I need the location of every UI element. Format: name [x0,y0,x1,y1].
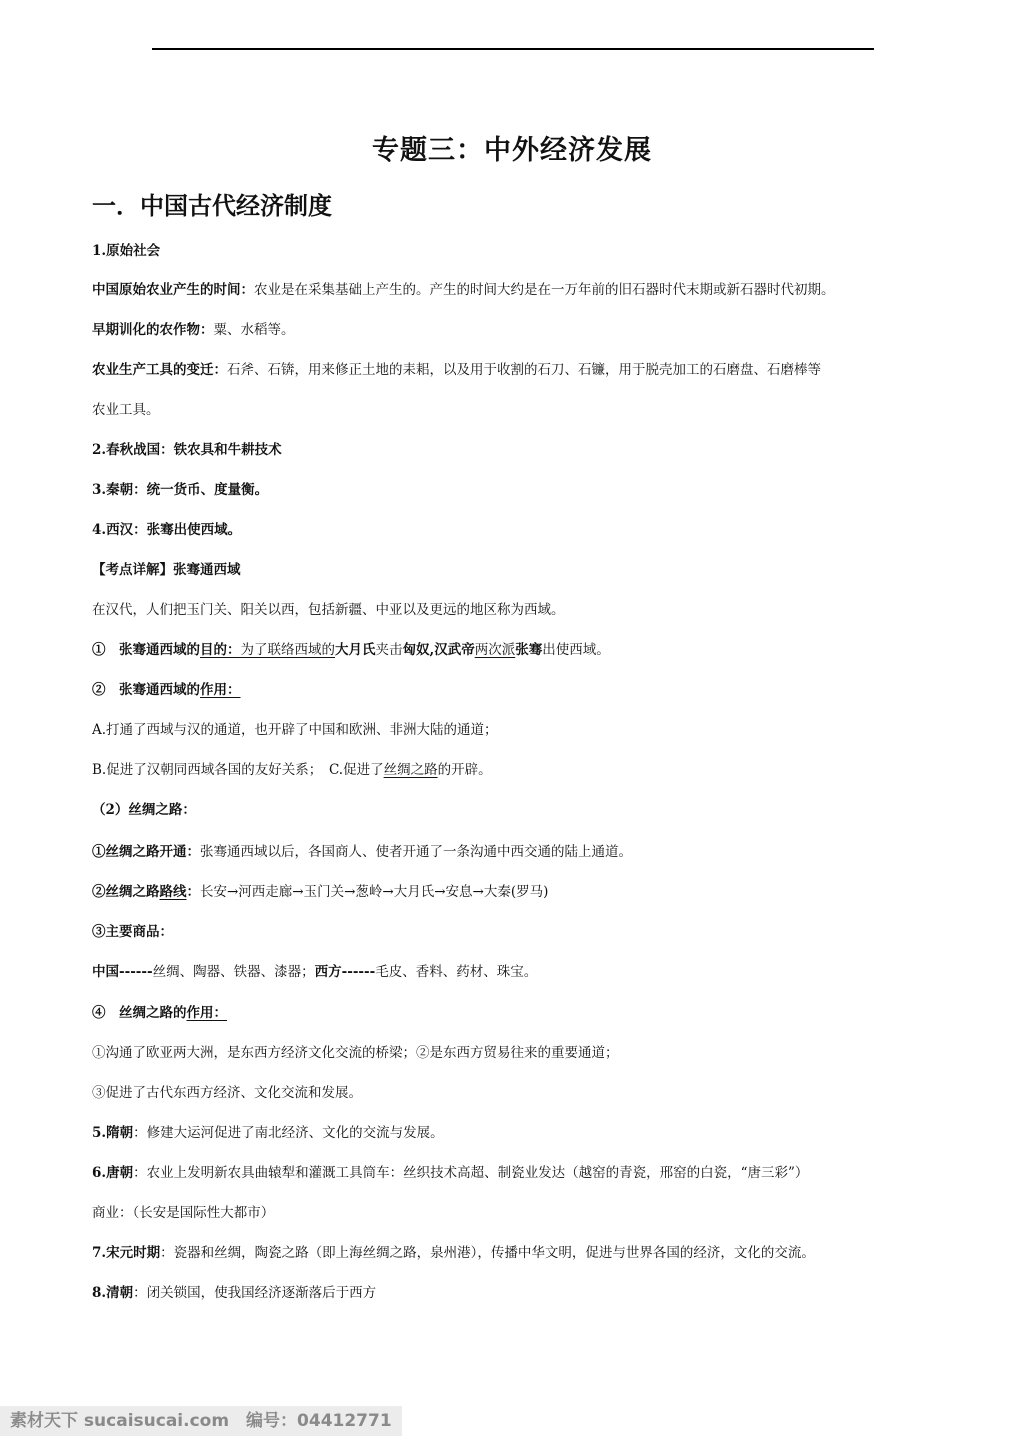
line-agriculture-origin [92,280,952,300]
watermark: 素材天下 sucaisucai.com 编号：04412771 [0,1406,402,1436]
line-silk-road-heading: （2）丝绸之路： [92,802,196,818]
line-early-crops [92,320,952,340]
item-number: 4. [92,522,107,538]
goods-china: 丝绸、陶器、铁器、漆器； [152,964,315,980]
term-label: 中国原始农业产生的时间： [92,282,254,298]
route-text: 长安→河西走廊→玉门关→葱岭→大月氏→安息→大秦(罗马) [200,884,549,900]
item-text: 春秋战国：铁农具和牛耕技术 [106,442,282,458]
line-primitive-society: 1.原始社会 [92,243,161,259]
term-label: 早期训化的农作物： [92,322,214,338]
goods-west: 毛皮、香料、药材、珠宝。 [375,964,538,980]
purpose-twice: 两次派 [474,642,516,658]
route-prefix: ②丝绸之路 [92,884,160,900]
line-spring-autumn [92,440,952,460]
line-goods [92,962,952,982]
line-tools-cont: 农业工具。 [92,402,160,418]
dynasty-text: ：闭关锁国，使我国经济逐渐落后于西方 [133,1285,377,1301]
line-purpose [92,640,952,660]
line-silk-road-open [92,842,952,862]
line-tang-commerce: 商业：（长安是国际性大都市） [92,1205,275,1221]
purpose-zhangqian: 张骞 [515,642,543,658]
dynasty-label: 6.唐朝 [92,1165,134,1181]
line-silk-effect-heading [92,1003,952,1023]
goods-china-label: 中国------ [92,964,153,980]
line-qing [92,1283,952,1303]
purpose-xiongnu: 匈奴,汉武帝 [402,642,475,658]
purpose-keyword: 目的： [200,642,241,658]
route-keyword: 路线 [159,884,187,900]
silk-road-term: 丝绸之路 [383,762,438,778]
effect-keyword: 作用： [200,682,241,698]
purpose-prefix: ① 张骞通西域的 [92,642,200,658]
dynasty-text: ：农业上发明新农具曲辕犁和灌溉工具筒车：丝织技术高超、制瓷业发达（越窑的青瓷，邢窑的白瓷，“唐三彩”） [133,1165,809,1181]
goods-west-label: 西方------ [314,964,376,980]
item-text: 西汉：张骞出使西域。 [106,522,242,538]
line-effect-a: A.打通了西域与汉的通道，也开辟了中国和欧洲、非洲大陆的通道； [92,722,498,738]
line-key-point: 【考点详解】张骞通西域 [92,562,241,578]
term-text: 张骞通西域以后，各国商人、使者开通了一条沟通中西交通的陆上通道。 [200,844,632,860]
term-label: ①丝绸之路开通： [92,844,200,860]
line-song-yuan [92,1243,952,1263]
dynasty-label: 7.宋元时期 [92,1245,161,1261]
term-text: 粟、水稻等。 [213,322,295,338]
line-western-regions: 在汉代，人们把玉门关、阳关以西，包括新疆、中亚以及更远的地区称为西域。 [92,602,565,618]
route-colon: ： [186,884,200,900]
dynasty-label: 8.清朝 [92,1285,134,1301]
line-effect-heading [92,680,952,700]
purpose-end: 出使西域。 [542,642,610,658]
page-title: 专题三：中外经济发展 [372,135,652,166]
line-tools-change [92,360,952,380]
line-tang [92,1163,952,1183]
section-heading: 一．中国古代经济制度 [92,192,332,220]
line-effect-bc [92,760,952,780]
purpose-attack: 夹击 [375,642,403,658]
line-sui [92,1123,952,1143]
effect-prefix: ② 张骞通西域的 [92,682,200,698]
line-silk-effect-1: ①沟通了欧亚两大洲，是东西方经济文化交流的桥梁；②是东西方贸易往来的重要通道； [92,1045,619,1061]
purpose-text: 为了联络西域的 [240,642,335,658]
item-text: 秦朝：统一货币、度量衡。 [106,482,269,498]
item-number: 3. [92,482,107,498]
line-goods-heading: ③主要商品： [92,924,173,940]
line-silk-effect-2: ③促进了古代东西方经济、文化交流和发展。 [92,1085,362,1101]
effect-bc-end: 的开辟。 [437,762,492,778]
term-label: 农业生产工具的变迁： [92,362,227,378]
silk-effect-prefix: ④ 丝绸之路的 [92,1005,187,1021]
purpose-yuezhi: 大月氏 [335,642,376,658]
line-western-han [92,520,952,540]
header-rule [152,48,874,50]
dynasty-label: 5.隋朝 [92,1125,134,1141]
dynasty-text: ：修建大运河促进了南北经济、文化的交流与发展。 [133,1125,444,1141]
item-number: 2. [92,442,107,458]
effect-bc-text: B.促进了汉朝同西域各国的友好关系； C.促进了 [92,762,384,778]
term-text: 石斧、石锛，用来修正土地的耒耜，以及用于收割的石刀、石镰，用于脱壳加工的石磨盘、石磨棒等 [227,362,821,378]
term-text: 农业是在采集基础上产生的。产生的时间大约是在一万年前的旧石器时代末期或新石器时代初期。 [254,282,835,298]
dynasty-text: ：瓷器和丝绸，陶瓷之路（即上海丝绸之路，泉州港），传播中华文明，促进与世界各国的经济，文化的交流。 [160,1245,815,1261]
silk-effect-keyword: 作用： [186,1005,227,1021]
line-qin [92,480,952,500]
line-silk-road-route [92,882,952,902]
